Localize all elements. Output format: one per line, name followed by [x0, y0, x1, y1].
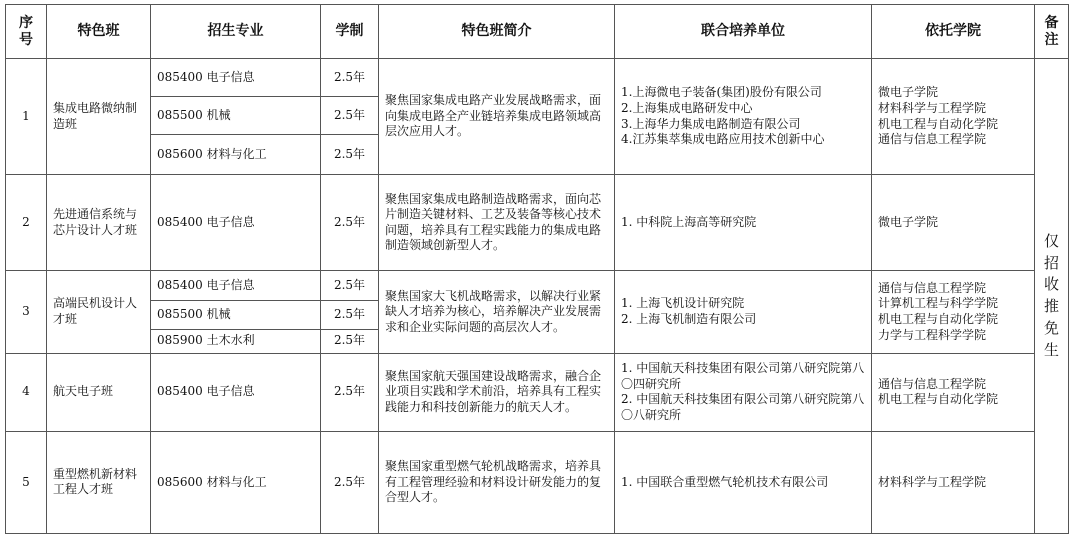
class-name: 高端民机设计人才班: [47, 271, 151, 353]
duration-cell: 2.5年: [321, 59, 379, 97]
header-note: 备 注: [1035, 5, 1069, 59]
partner-cell: 1.上海微电子装备(集团)股份有限公司 2.上海集成电路研发中心 3.上海华力集成电路制造有限公司 4.江苏集萃集成电路应用技术创新中心: [615, 59, 872, 175]
major-cell: 085600 材料与化工: [151, 135, 321, 175]
header-major: 招生专业: [151, 5, 321, 59]
college-cell: 微电子学院: [872, 175, 1035, 271]
duration-cell: 2.5年: [321, 301, 379, 329]
special-class-table: [5, 4, 1069, 534]
header-college: 依托学院: [872, 5, 1035, 59]
row-no: 2: [6, 175, 47, 271]
college-cell: 材料科学与工程学院: [872, 431, 1035, 533]
major-cell: 085400 电子信息: [151, 353, 321, 431]
partner-cell: 1. 中国联合重型燃气轮机技术有限公司: [615, 431, 872, 533]
table-row: [6, 431, 1069, 533]
major-cell: 085600 材料与化工: [151, 431, 321, 533]
class-name: 航天电子班: [47, 353, 151, 431]
duration-cell: 2.5年: [321, 431, 379, 533]
intro-cell: 聚焦国家集成电路产业发展战略需求，面向集成电路全产业链培养集成电路领域高层次应用人才。: [379, 59, 615, 175]
table-row: [6, 59, 1069, 97]
intro-cell: 聚焦国家集成电路制造战略需求，面向芯片制造关键材料、工艺及装备等核心技术问题，培养具有工程实践能力的集成电路制造领域创新型人才。: [379, 175, 615, 271]
partner-cell: 1. 中科院上海高等研究院: [615, 175, 872, 271]
row-no: 4: [6, 353, 47, 431]
college-cell: 通信与信息工程学院 计算机工程与科学学院 机电工程与自动化学院 力学与工程科学学院: [872, 271, 1035, 353]
major-cell: 085400 电子信息: [151, 271, 321, 301]
table-row: [6, 175, 1069, 271]
duration-cell: 2.5年: [321, 353, 379, 431]
note-cell: 仅 招 收 推 免 生: [1035, 59, 1069, 534]
header-class: 特色班: [47, 5, 151, 59]
duration-cell: 2.5年: [321, 97, 379, 135]
duration-cell: 2.5年: [321, 329, 379, 353]
class-name: 重型燃机新材料工程人才班: [47, 431, 151, 533]
header-intro: 特色班简介: [379, 5, 615, 59]
table-row: [6, 353, 1069, 431]
intro-cell: 聚焦国家重型燃气轮机战略需求，培养具有工程管理经验和材料设计研发能力的复合型人才。: [379, 431, 615, 533]
duration-cell: 2.5年: [321, 271, 379, 301]
major-cell: 085400 电子信息: [151, 59, 321, 97]
header-duration: 学制: [321, 5, 379, 59]
partner-cell: 1. 中国航天科技集团有限公司第八研究院第八〇四研究所 2. 中国航天科技集团有限公司第八研究院第八〇八研究所: [615, 353, 872, 431]
row-no: 1: [6, 59, 47, 175]
class-name: 先进通信系统与芯片设计人才班: [47, 175, 151, 271]
row-no: 3: [6, 271, 47, 353]
row-no: 5: [6, 431, 47, 533]
major-cell: 085500 机械: [151, 301, 321, 329]
college-cell: 微电子学院 材料科学与工程学院 机电工程与自动化学院 通信与信息工程学院: [872, 59, 1035, 175]
partner-cell: 1. 上海飞机设计研究院 2. 上海飞机制造有限公司: [615, 271, 872, 353]
major-cell: 085900 土木水利: [151, 329, 321, 353]
college-cell: 通信与信息工程学院 机电工程与自动化学院: [872, 353, 1035, 431]
header-partner: 联合培养单位: [615, 5, 872, 59]
major-cell: 085500 机械: [151, 97, 321, 135]
major-cell: 085400 电子信息: [151, 175, 321, 271]
header-no: 序 号: [6, 5, 47, 59]
intro-cell: 聚焦国家航天强国建设战略需求，融合企业项目实践和学术前沿，培养具有工程实践能力和科技创新能力的航天人才。: [379, 353, 615, 431]
class-name: 集成电路微纳制造班: [47, 59, 151, 175]
duration-cell: 2.5年: [321, 175, 379, 271]
intro-cell: 聚焦国家大飞机战略需求，以解决行业紧缺人才培养为核心，培养解决产业发展需求和企业实际问题的高层次人才。: [379, 271, 615, 353]
table-row: [6, 271, 1069, 301]
header-row: [6, 5, 1069, 59]
duration-cell: 2.5年: [321, 135, 379, 175]
